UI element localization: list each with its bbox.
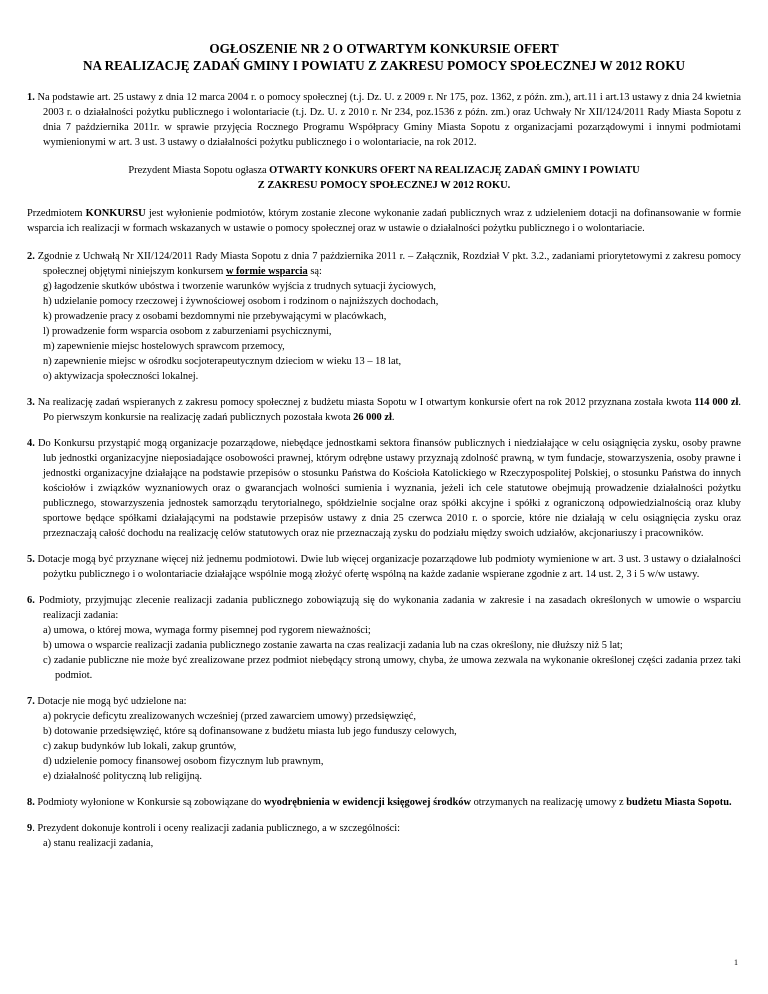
list-item: c) zakup budynków lub lokali, zakup gruntów, [43, 741, 237, 752]
section-3-number: 3. [27, 397, 35, 408]
section-6-text: Podmioty, przyjmując zlecenie realizacji zadania publicznego zobowiązują się do wykonania zadania w zakresie i na zasadach określonych w umowie o wsparciu realizacji zadania: [38, 595, 741, 621]
document-title [27, 40, 741, 74]
section-1-number: 1. [27, 92, 35, 103]
announcement-prefix: Prezydent Miasta Sopotu ogłasza [128, 165, 270, 176]
section-6 [27, 593, 741, 623]
list-item: c) zadanie publiczne nie może być zrealizowane przez podmiot niebędący stroną umowy, chyba, że umowa zezwala na wykonanie określonej części zadania przez taki podmiot. [43, 655, 741, 681]
list-item: n) zapewnienie miejsc w ośrodku socjoterapeutycznym dzieciom w wieku 13 – 18 lat, [43, 356, 402, 367]
section-2-number: 2. [27, 251, 35, 262]
section-2-text: Zgodnie z Uchwałą Nr XII/124/2011 Rady Miasta Sopotu z dnia 7 października 2011 r. – Załącznik, Rozdział V pkt. 3.2., zadaniami priorytetowymi z zakresu pomocy społecznej objętymi niniejszym konkursem [37, 251, 741, 277]
section-3 [27, 395, 741, 425]
section-9 [27, 821, 741, 836]
section-4-text: Do Konkursu przystąpić mogą organizacje pozarządowe, niebędące jednostkami sektora finansów publicznych i niedziałające w celu osiągnięcia zysku, osoby prawne lub jednostki organizacyjne nieposiadające osobowości prawnej, którym odrębne ustawy przyznają zdolność prawną, w tym fundacje, stowarzyszenia, osoby prawne i jednostki organizacyjne działające na podstawie przepisów o stosunku Państwa do Kościoła Katolickiego w Rzeczypospolitej Polskiej, o stosunku Państwa do innych kościołów i związków wyznaniowych oraz o gwarancjach wolności sumienia i wyznania, jeżeli ich cele statutowe obejmują prowadzenie działalności pożytku publicznego, stowarzyszenia jednostek samorządu terytorialnego, spółdzielnie socjalne oraz spółki akcyjne i spółki z ograniczoną odpowiedzialnością oraz kluby sportowe będące spółkami działającymi na podstawie przepisów ustawy z dnia 25 czerwca 2010 r. o sporcie, które nie działają w celu osiągnięcia zysku oraz przeznaczają całość dochodu na realizację celów statutowych oraz nie przeznaczają zysku do podziału między swoich udziałów, akcjonariuszy i pracowników. [37, 438, 741, 539]
section-3-amount-2: 26 000 zł [353, 412, 392, 423]
list-item: h) udzielanie pomocy rzeczowej i żywnościowej osobom i rodzinom o najniższych dochodach, [43, 296, 439, 307]
announcement-bold-2: Z ZAKRESU POMOCY SPOŁECZNEJ W 2012 ROKU. [257, 180, 511, 191]
section-2 [27, 249, 741, 279]
section-6-number: 6. [27, 595, 35, 606]
section-3-text-1: Na realizację zadań wspieranych z zakresu pomocy społecznej z budżetu miasta Sopotu w I otwartym konkursie ofert na rok 2012 przyznana została kwota [37, 397, 695, 408]
document-page [27, 40, 741, 851]
list-item: d) udzielenie pomocy finansowej osobom fizycznym lub prawnym, [43, 756, 324, 767]
section-9-number: 9 [27, 823, 33, 834]
section-9-text: . Prezydent dokonuje kontroli i oceny realizacji zadania publicznego, a w szczególności: [32, 823, 401, 834]
subject-paragraph [27, 206, 741, 236]
list-item: a) umowa, o której mowa, wymaga formy pisemnej pod rygorem nieważności; [43, 625, 371, 636]
list-item: o) aktywizacja społeczności lokalnej. [43, 371, 199, 382]
section-2-tail: są: [307, 266, 322, 277]
announcement [27, 163, 741, 193]
section-7 [27, 694, 741, 709]
section-1-text: Na podstawie art. 25 ustawy z dnia 12 marca 2004 r. o pomocy społecznej (t.j. Dz. U. z 2009 r. Nr 175, poz. 1362, z późn. zm.), art.11 i art.13 ustawy z dnia 24 kwietnia 2003 r. o działalności pożytku publicznego i wolontariacie (t.j. Dz. U. z 2010 r. Nr 234, poz.1536 z późn. zm.) oraz Uchwały Nr XII/124/2011 Rady Miasta Sopotu z dnia 7 października 2011r. w sprawie przyjęcia Rocznego Programu Współpracy Gminy Miasta Sopotu z organizacjami pozarządowymi i innymi podmiotami wymienionymi w art. 3 ust. 3 ustawy o działalności pożytku publicznego i o wolontariacie, na rok 2012. [37, 92, 741, 148]
subject-post: jest wyłonienie podmiotów, którym zostanie zlecone wykonanie zadań publicznych wraz z udzieleniem dotacji na dofinansowanie w formie wsparcia ich realizacji w formach wskazanych w ustawie o pomocy społecznej oraz w ustawie o działalności pożytku publicznego i o wolontariacie. [27, 208, 741, 234]
list-item: a) pokrycie deficytu zrealizowanych wcześniej (przed zawarciem umowy) przedsięwzięć, [43, 711, 417, 722]
section-8-text-2: otrzymanych na realizację umowy z [471, 797, 627, 808]
page-number: 1 [734, 958, 738, 967]
section-8-bold-1: wyodrębnienia w ewidencji księgowej środków [263, 797, 471, 808]
section-8 [27, 795, 741, 810]
section-4-number: 4. [27, 438, 35, 449]
announcement-bold-1: OTWARTY KONKURS OFERT NA REALIZACJĘ ZADAŃ GMINY I POWIATU [269, 165, 640, 176]
list-item: l) prowadzenie form wsparcia osobom z zaburzeniami psychicznymi, [43, 326, 332, 337]
section-3-text-3: . [391, 412, 395, 423]
section-8-number: 8. [27, 797, 35, 808]
section-7-number: 7. [27, 696, 35, 707]
list-item: k) prowadzenie pracy z osobami bezdomnymi nie przebywającymi w placówkach, [43, 311, 387, 322]
section-2-underlined: w formie wsparcia [225, 266, 308, 277]
section-4 [27, 436, 741, 541]
title-line-1: OGŁOSZENIE NR 2 O OTWARTYM KONKURSIE OFERT [209, 41, 559, 56]
section-8-text-1: Podmioty wyłonione w Konkursie są zobowiązane do [37, 797, 264, 808]
section-5-text: Dotacje mogą być przyznane więcej niż jednemu podmiotowi. Dwie lub więcej organizacje pozarządowe lub podmioty wymienione w art. 3 ust. 3 ustawy o działalności pożytku publicznego i o wolontariacie działające wspólnie mogą złożyć ofertę wspólną na każde zadanie wspierane zgodnie z art. 14 ust. 2, 3 i 5 w/w ustawy. [37, 554, 741, 580]
section-1 [27, 90, 741, 150]
section-7-text: Dotacje nie mogą być udzielone na: [37, 696, 187, 707]
section-3-amount-1: 114 000 zł [694, 397, 739, 408]
section-8-bold-2: budżetu Miasta Sopotu. [626, 797, 732, 808]
list-item: b) dotowanie przedsięwzięć, które są dofinansowane z budżetu miasta lub jego funduszy celowych, [43, 726, 457, 737]
section-3-text-2: . Po pierwszym konkursie na realizację zadań publicznych pozostała kwota [43, 397, 741, 423]
section-5-number: 5. [27, 554, 35, 565]
list-item: e) działalność polityczną lub religijną. [43, 771, 202, 782]
list-item: b) umowa o wsparcie realizacji zadania publicznego zostanie zawarta na czas realizacji zadania lub na czas określony, nie dłuższy niż 5 lat; [43, 640, 623, 651]
section-5 [27, 552, 741, 582]
subject-bold: KONKURSU [85, 208, 146, 219]
list-item: m) zapewnienie miejsc hostelowych sprawcom przemocy, [43, 341, 285, 352]
list-item: g) łagodzenie skutków ubóstwa i tworzenie warunków wyjścia z trudnych sytuacji życiowych, [43, 281, 437, 292]
subject-pre: Przedmiotem [27, 208, 86, 219]
list-item: a) stanu realizacji zadania, [43, 838, 154, 849]
title-line-2: NA REALIZACJĘ ZADAŃ GMINY I POWIATU Z ZAKRESU POMOCY SPOŁECZNEJ W 2012 ROKU [82, 58, 686, 73]
